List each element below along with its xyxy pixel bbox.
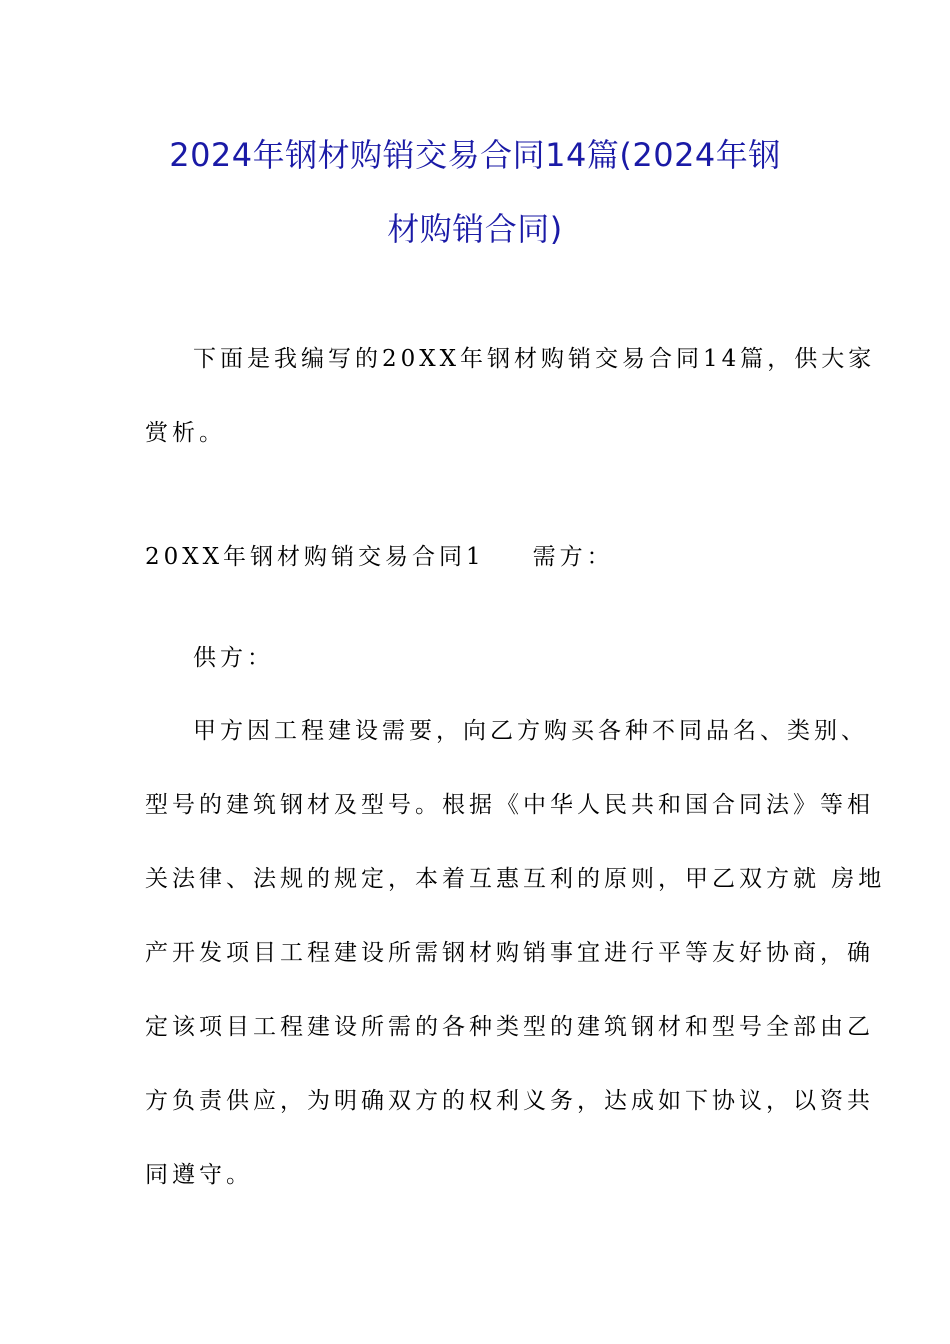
body-line: 型号的建筑钢材及型号。根据《中华人民共和国合同法》等相 [145, 792, 874, 818]
document-title-line-2: 材购销合同) [387, 210, 563, 248]
contract-heading-row [145, 520, 815, 594]
intro-line: 下面是我编写的20XX年钢材购销交易合同14篇，供大家 [193, 346, 876, 372]
buyer-label: 需方： [532, 544, 614, 570]
body-line: 关法律、法规的规定，本着互惠互利的原则，甲乙双方就 房地 [145, 866, 886, 892]
section-heading: 20XX年钢材购销交易合同1 [145, 544, 485, 570]
body-paragraph [145, 694, 886, 1212]
body-line: 方负责供应，为明确双方的权利义务，达成如下协议，以资共 [145, 1088, 874, 1114]
intro-line: 赏析。 [145, 420, 226, 446]
supplier-row [145, 621, 815, 695]
body-line: 产开发项目工程建设所需钢材购销事宜进行平等友好协商，确 [145, 940, 874, 966]
intro-paragraph [145, 322, 876, 470]
body-line: 甲方因工程建设需要，向乙方购买各种不同品名、类别、 [193, 718, 868, 744]
body-line: 同遵守。 [145, 1162, 253, 1188]
supplier-label: 供方： [193, 645, 274, 671]
document-title-line-1: 2024年钢材购销交易合同14篇(2024年钢 [169, 136, 781, 174]
body-line: 定该项目工程建设所需的各种类型的建筑钢材和型号全部由乙 [145, 1014, 874, 1040]
